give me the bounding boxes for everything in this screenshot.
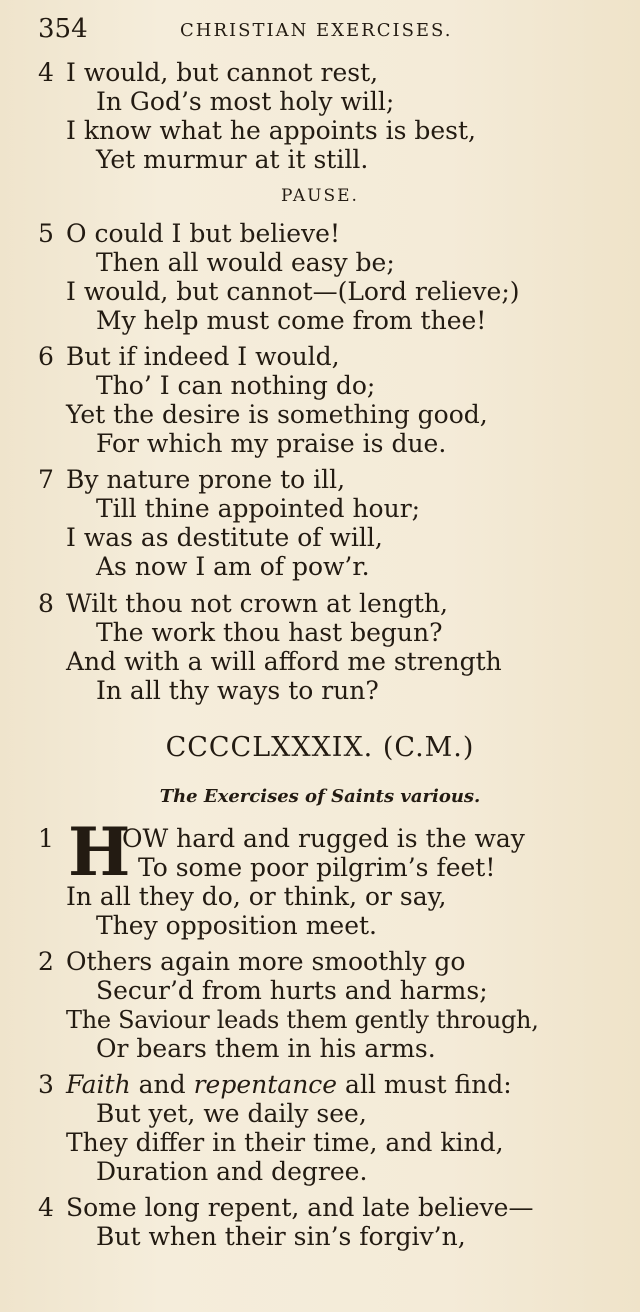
- verse-line: In all they do, or think, or say,: [66, 882, 447, 911]
- verse-line: I would, but cannot rest,: [66, 58, 379, 87]
- verse-line: Others again more smoothly go: [66, 947, 466, 976]
- verse-line: They opposition meet.: [96, 911, 378, 940]
- hymn-title: CCCCLXXXIX. (C.M.): [165, 732, 475, 763]
- verse-number: 2: [38, 947, 54, 976]
- verse-line: Till thine appointed hour;: [96, 494, 421, 523]
- verse-line: Some long repent, and late believe—: [66, 1193, 534, 1222]
- verse-number: 8: [38, 589, 54, 618]
- verse-line: I would, but cannot—(Lord relieve;): [66, 277, 520, 306]
- verse-line: To some poor pilgrim’s feet!: [138, 853, 496, 882]
- verse-line: Wilt thou not crown at length,: [66, 589, 448, 618]
- page-header: [38, 14, 610, 50]
- verse-line: The Saviour leads them gently through,: [66, 1006, 539, 1034]
- verse-line: In God’s most holy will;: [96, 87, 395, 116]
- verse-number: 4: [38, 1193, 54, 1222]
- verse-line: Secur’d from hurts and harms;: [96, 976, 488, 1005]
- verse-line: I know what he appoints is best,: [66, 116, 476, 145]
- verse-line: As now I am of pow’r.: [96, 552, 370, 581]
- hymn-subtitle: The Exercises of Saints various.: [159, 786, 481, 807]
- verse-line: My help must come from thee!: [96, 306, 487, 335]
- verse-number: 3: [38, 1070, 54, 1099]
- verse-line: They differ in their time, and kind,: [66, 1128, 504, 1157]
- verse-line: Faith and repentance all must find:: [66, 1070, 512, 1099]
- verse-line: Or bears them in his arms.: [96, 1034, 436, 1063]
- verse-number: 6: [38, 342, 54, 371]
- verse-line: I was as destitute of will,: [66, 523, 383, 552]
- verse-line: Then all would easy be;: [96, 248, 395, 277]
- verse-line: But when their sin’s forgiv’n,: [96, 1222, 466, 1251]
- running-title: CHRISTIAN EXERCISES.: [180, 20, 453, 41]
- verse-number: 4: [38, 58, 54, 87]
- verse-number: 7: [38, 465, 54, 494]
- verse-line: And with a will afford me strength: [66, 647, 502, 676]
- page-number: 354: [38, 14, 88, 44]
- verse-number: 5: [38, 219, 54, 248]
- pause-label: PAUSE.: [281, 186, 359, 206]
- verse-line: For which my praise is due.: [96, 429, 447, 458]
- verse-line: In all thy ways to run?: [96, 676, 379, 705]
- verse-line: Yet the desire is something good,: [66, 400, 488, 429]
- verse-line: Duration and degree.: [96, 1157, 368, 1186]
- verse-line: Yet murmur at it still.: [96, 145, 369, 174]
- verse-line: Tho’ I can nothing do;: [96, 371, 376, 400]
- verse-line: But yet, we daily see,: [96, 1099, 367, 1128]
- verse-line: But if indeed I would,: [66, 342, 340, 371]
- verse-number: 1: [38, 824, 54, 853]
- verse-line: By nature prone to ill,: [66, 465, 346, 494]
- drop-cap: H: [68, 813, 131, 891]
- emphasis-repentance: repentance: [193, 1070, 338, 1099]
- verse-line: The work thou hast begun?: [96, 618, 443, 647]
- emphasis-faith: Faith: [66, 1070, 131, 1099]
- verse-line: OW hard and rugged is the way: [122, 824, 525, 853]
- verse-line: O could I but believe!: [66, 219, 341, 248]
